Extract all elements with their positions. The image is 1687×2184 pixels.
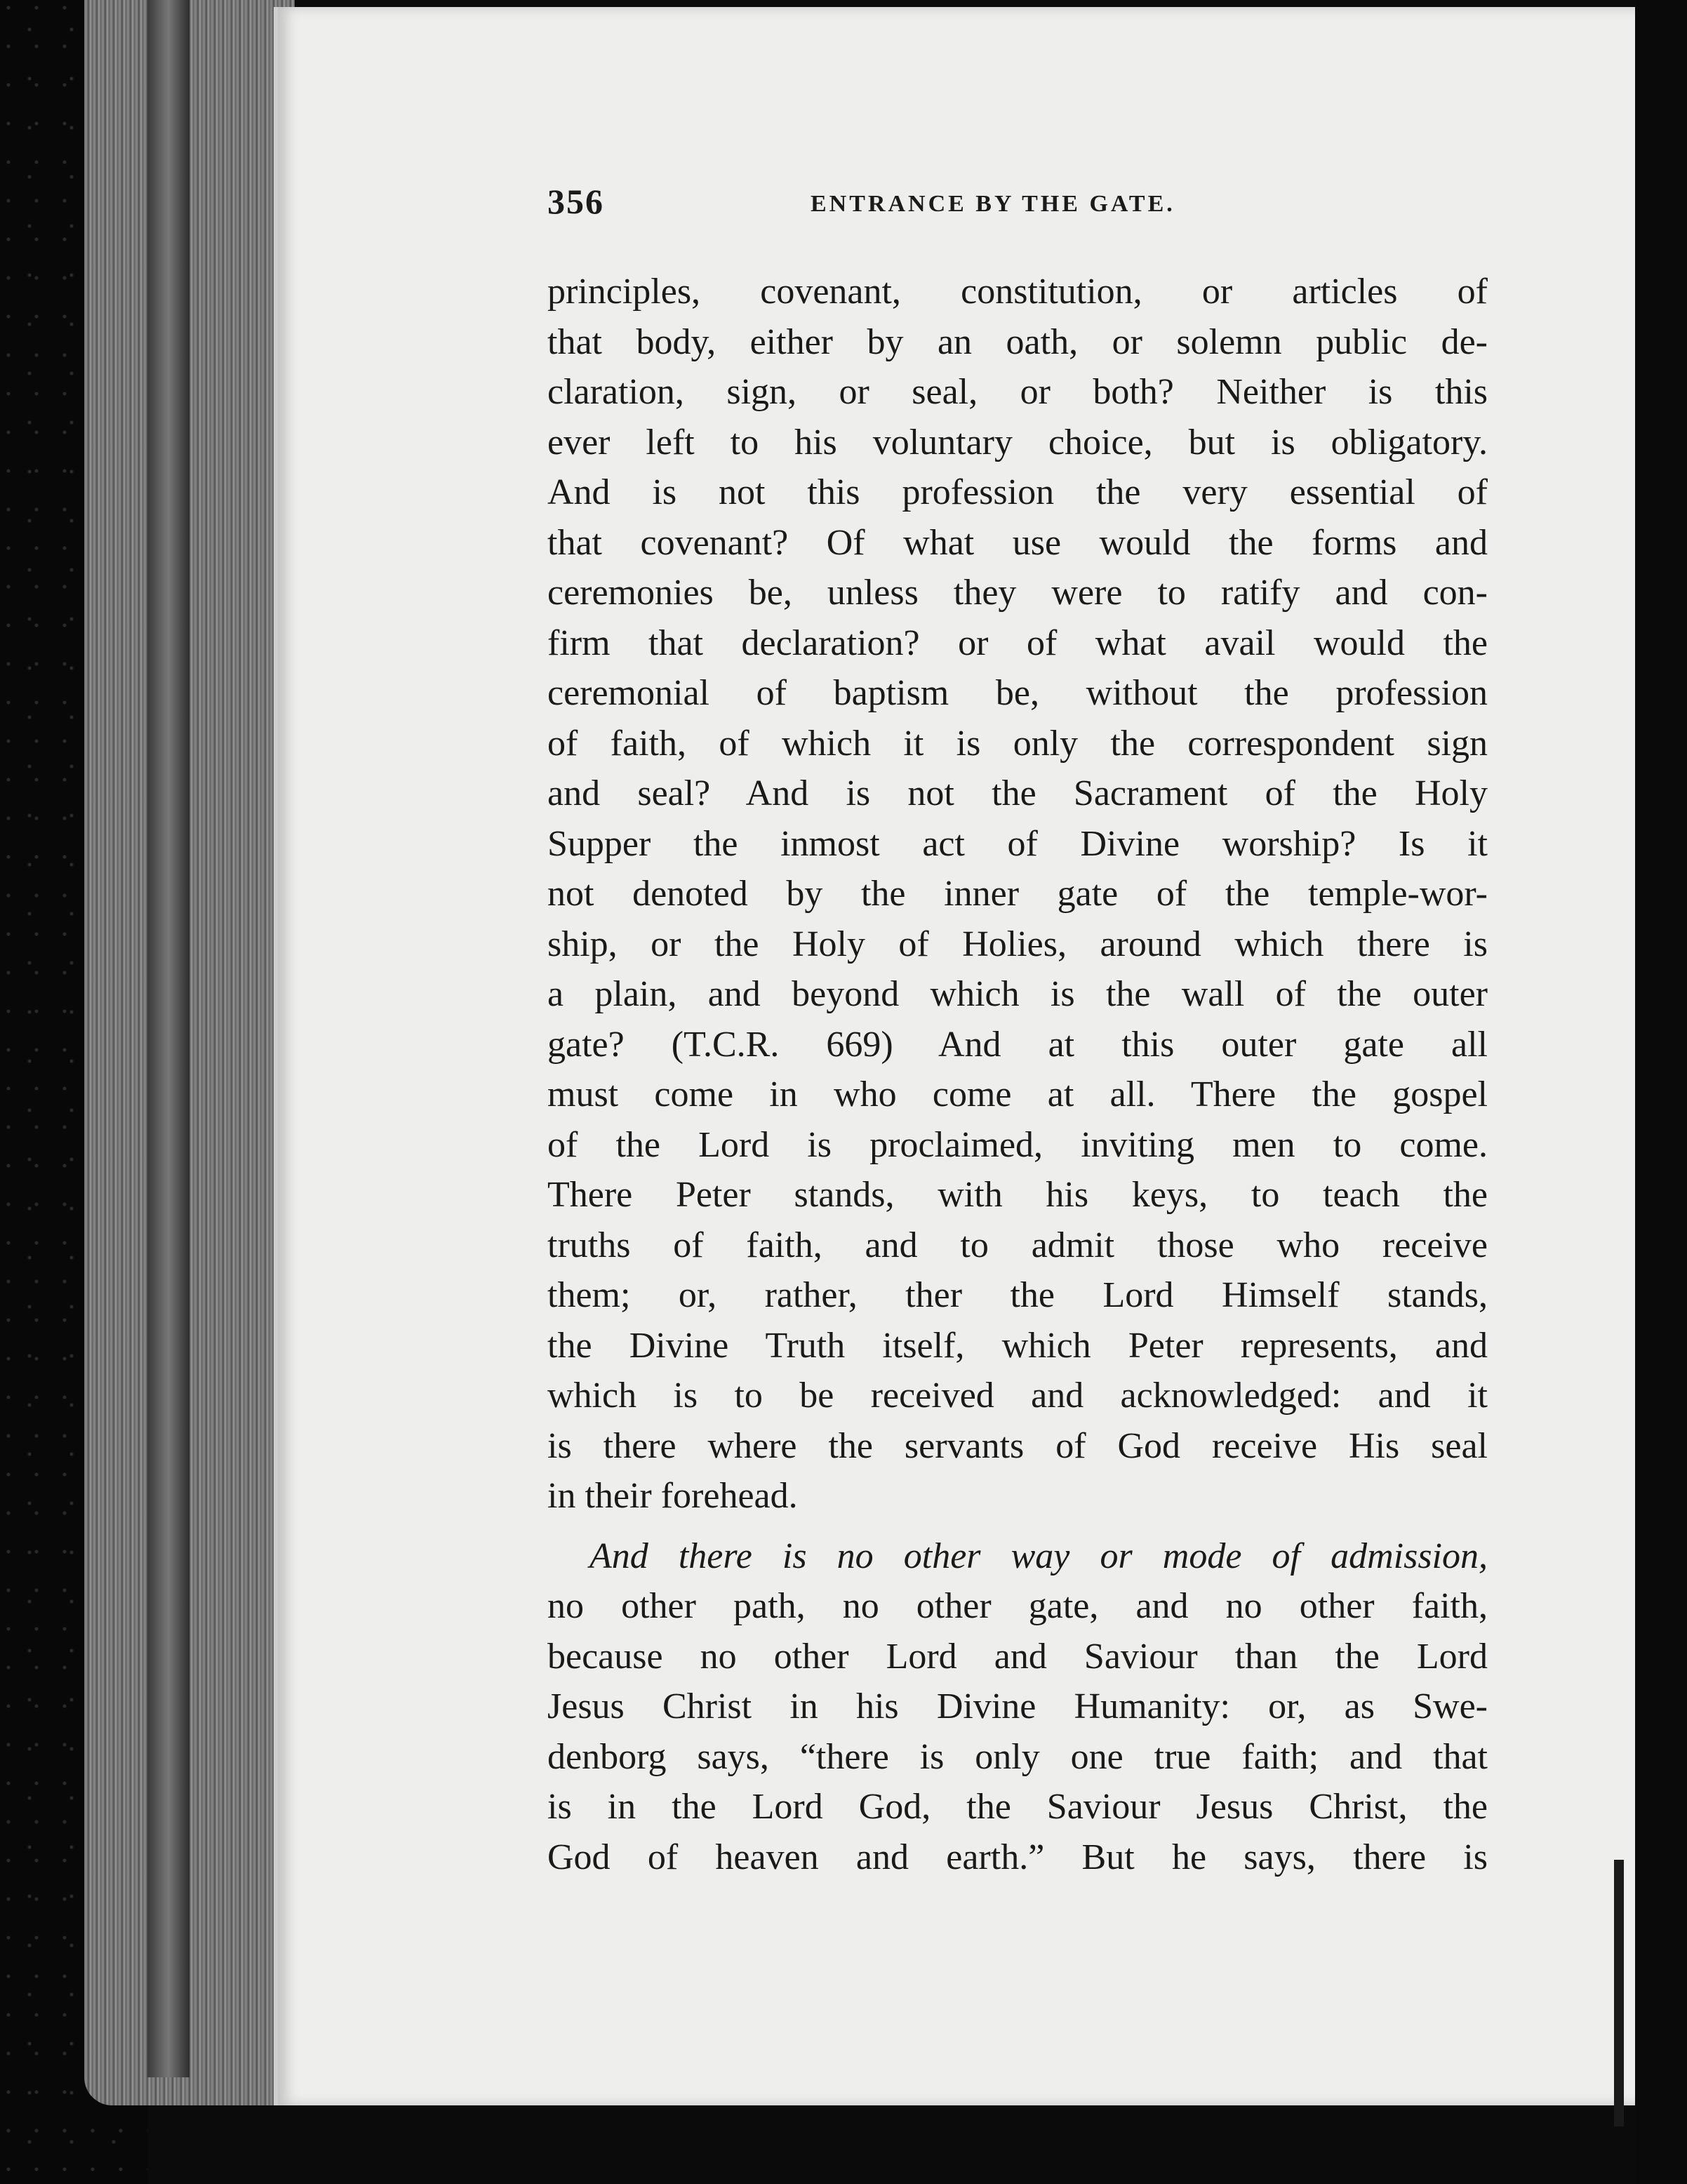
text-line: firm that declaration? or of what avail would the	[547, 622, 1488, 663]
text-line: no other path, no other gate, and no other faith,	[547, 1586, 1488, 1626]
text-line: of the Lord is proclaimed, inviting men to come.	[547, 1124, 1488, 1165]
text-line: the Divine Truth itself, which Peter represents, and	[547, 1325, 1488, 1366]
text-line: There Peter stands, with his keys, to teach the	[547, 1175, 1488, 1215]
text-line: a plain, and beyond which is the wall of the outer	[547, 974, 1488, 1014]
book-page-edges	[84, 0, 295, 2105]
body-text	[547, 267, 1488, 1882]
italic-text-line: And there is no other way or mode of admission,	[589, 1536, 1488, 1576]
text-line: is there where the servants of God receive His seal	[547, 1425, 1488, 1466]
text-line: and seal? And is not the Sacrament of the Holy	[547, 773, 1488, 813]
paragraph-1	[547, 267, 1488, 1522]
text-line: denborg says, “there is only one true faith; and that	[547, 1736, 1488, 1777]
text-line: in their forehead.	[547, 1476, 798, 1516]
text-line: must come in who come at all. There the gospel	[547, 1074, 1488, 1114]
text-line: And is not this profession the very essential of	[547, 472, 1488, 512]
text-line: ship, or the Holy of Holies, around which there is	[547, 924, 1488, 964]
text-line: Supper the inmost act of Divine worship? Is it	[547, 823, 1488, 864]
text-line: gate? (T.C.R. 669) And at this outer gate all	[547, 1024, 1488, 1065]
text-line: ceremonial of baptism be, without the profession	[547, 673, 1488, 713]
text-line: not denoted by the inner gate of the temple-wor-	[547, 874, 1488, 914]
text-line: Jesus Christ in his Divine Humanity: or, as Swe-	[547, 1686, 1488, 1726]
running-head	[547, 181, 1516, 237]
text-line: that covenant? Of what use would the forms and	[547, 522, 1488, 563]
right-edge-shadow	[1614, 1860, 1624, 2126]
text-line: which is to be received and acknowledged: and it	[547, 1376, 1488, 1416]
paragraph-2	[547, 1531, 1488, 1883]
text-line: truths of faith, and to admit those who receive	[547, 1225, 1488, 1265]
text-line: ever left to his voluntary choice, but is obligatory.	[547, 422, 1488, 462]
text-line: is in the Lord God, the Saviour Jesus Christ, the	[547, 1787, 1488, 1827]
page-number: 356	[547, 182, 604, 221]
text-line: that body, either by an oath, or solemn public de-	[547, 321, 1488, 362]
text-line: ceremonies be, unless they were to ratify and con-	[547, 573, 1488, 613]
text-line: God of heaven and earth.” But he says, there is	[547, 1837, 1488, 1877]
right-dark-margin	[1635, 0, 1687, 2184]
paragraph-gap	[547, 1522, 1488, 1531]
book-spine-shadow	[147, 0, 189, 2077]
text-line: because no other Lord and Saviour than the Lord	[547, 1636, 1488, 1677]
text-line: them; or, rather, ther the Lord Himself stands,	[547, 1275, 1488, 1315]
text-line: principles, covenant, constitution, or articles of	[547, 272, 1488, 312]
running-title: ENTRANCE BY THE GATE.	[811, 191, 1175, 217]
text-line: of faith, of which it is only the correspondent sign	[547, 723, 1488, 764]
text-line: claration, sign, or seal, or both? Neither is this	[547, 372, 1488, 412]
